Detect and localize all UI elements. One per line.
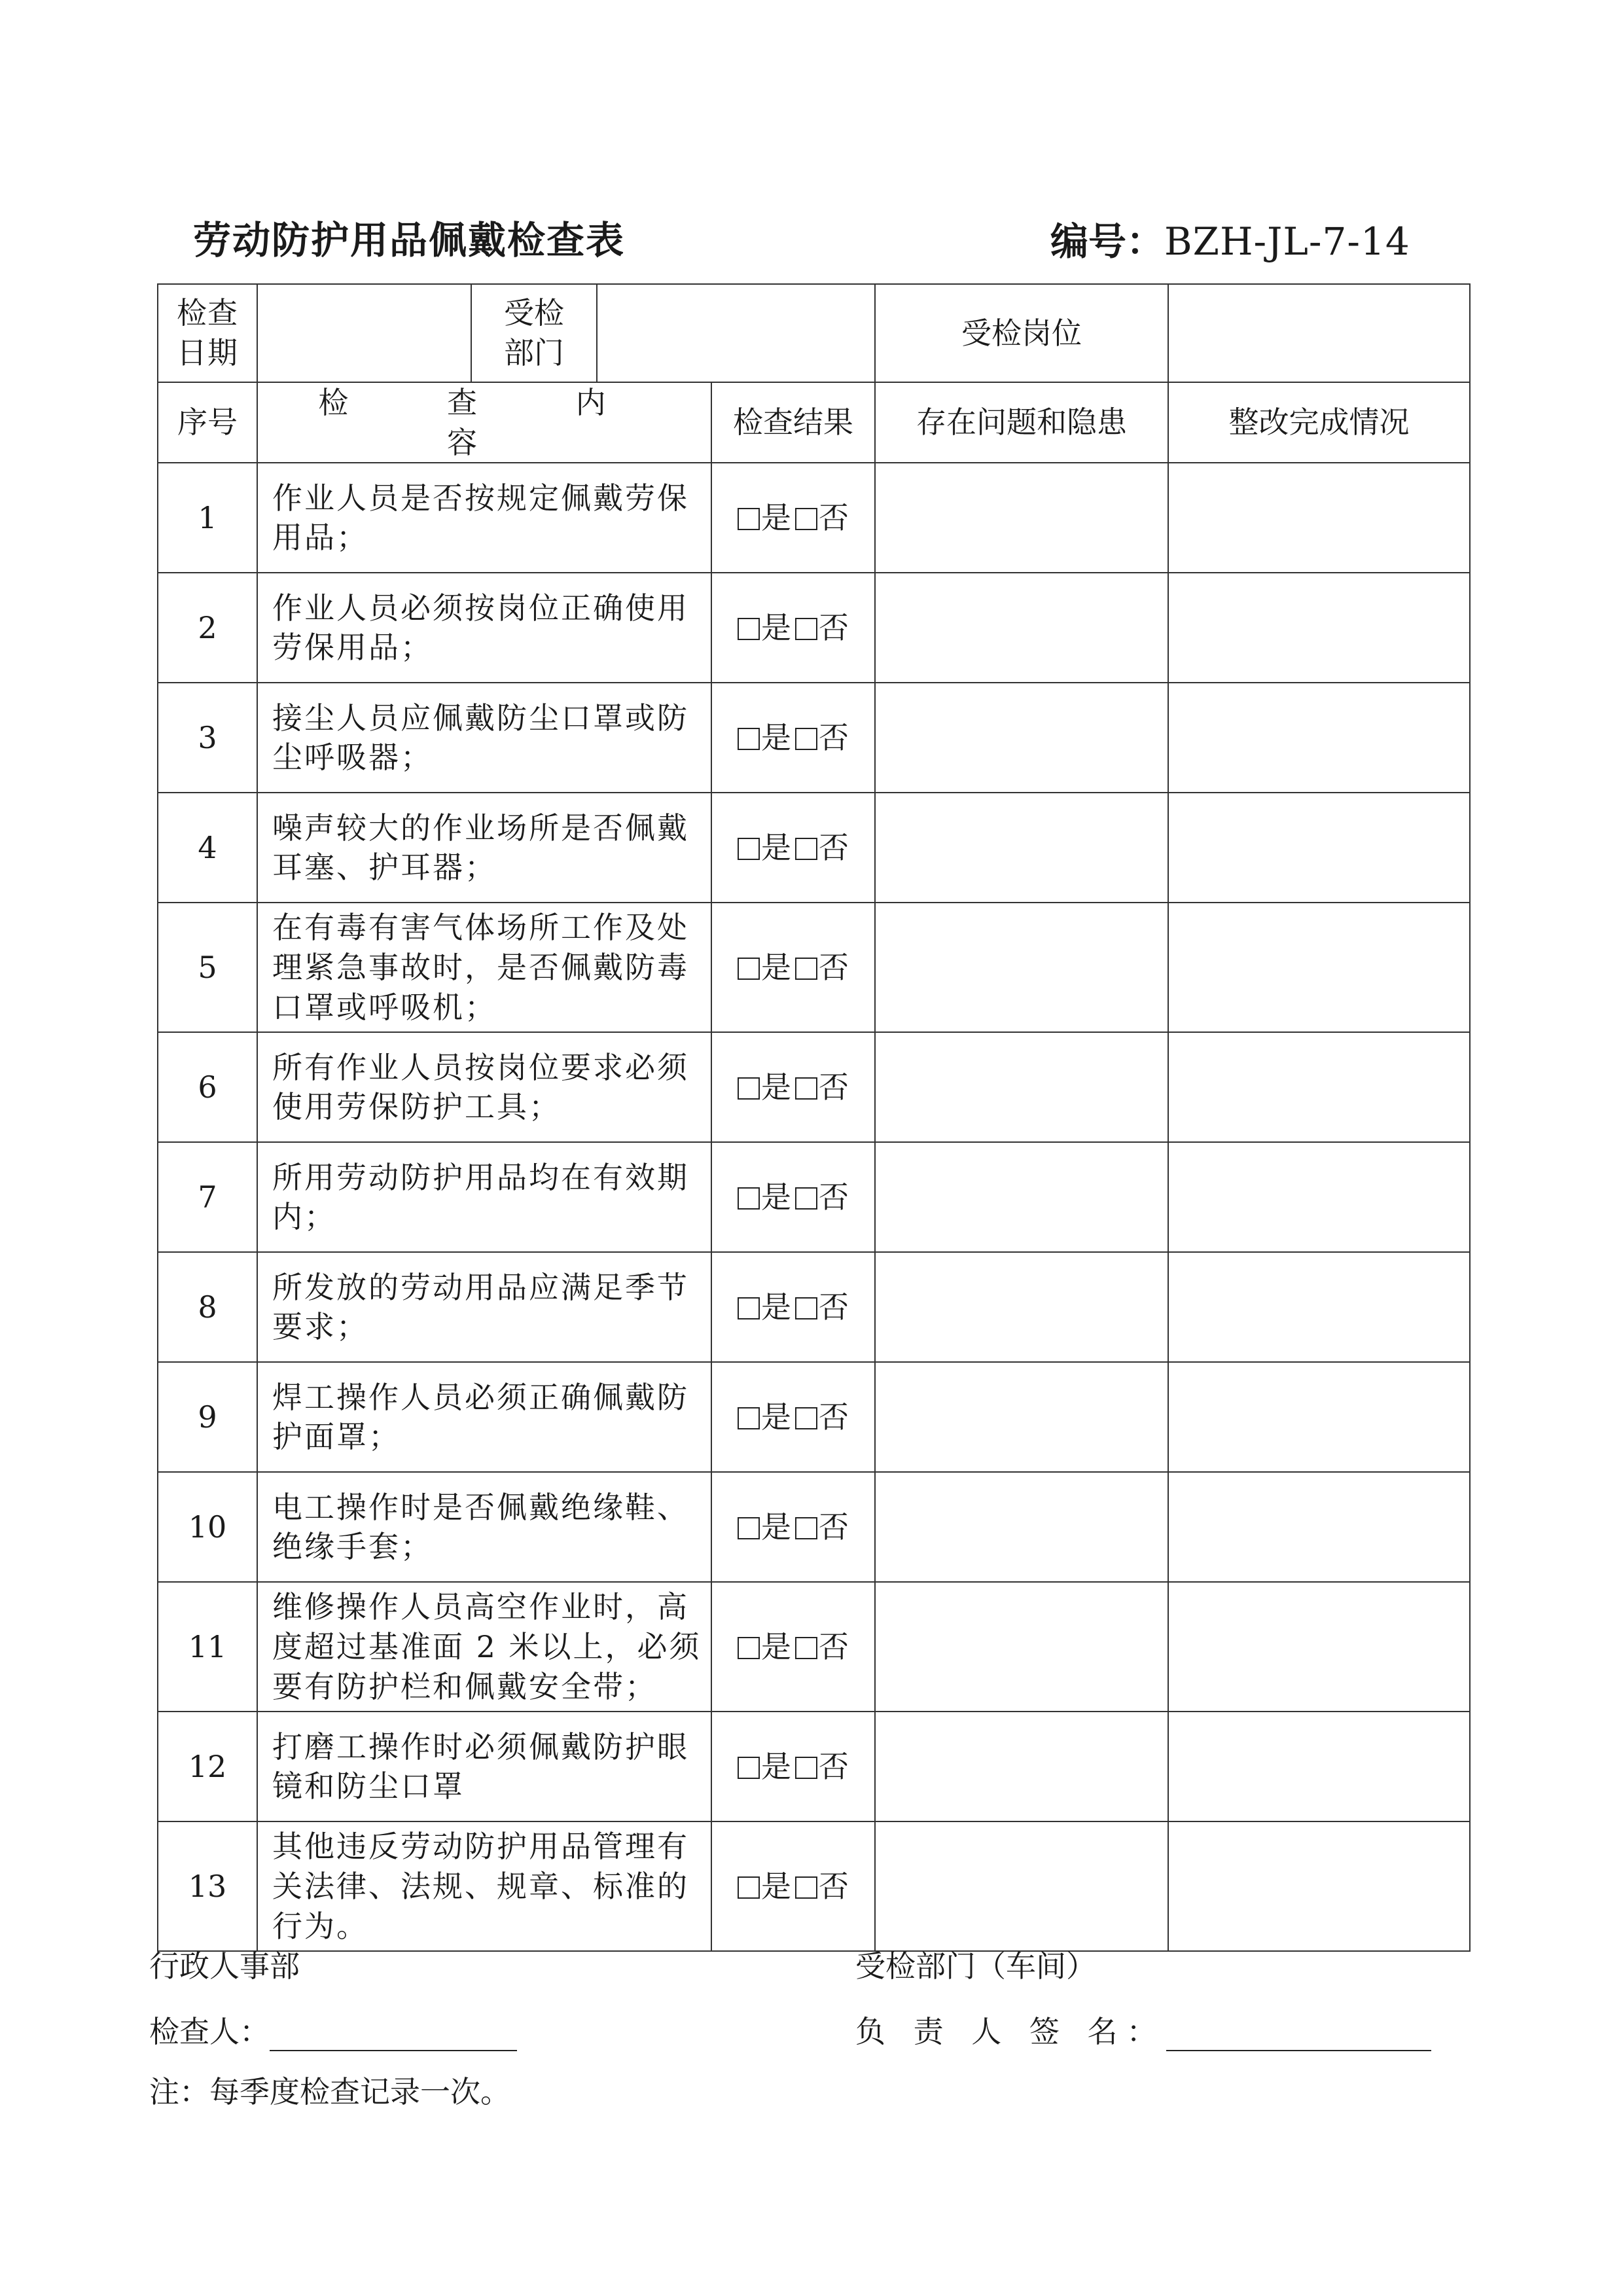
yes-label: 是 [761,610,791,646]
result-options [711,1362,875,1472]
issues-cell[interactable] [875,573,1168,683]
inspected-post-field[interactable] [1168,284,1470,382]
result-options [711,683,875,793]
issues-cell[interactable] [875,793,1168,903]
yes-label: 是 [761,1869,791,1905]
table-row [158,1821,1470,1951]
yes-checkbox[interactable] [738,1757,760,1779]
yes-label: 是 [761,720,791,756]
check-item-text: 其他违反劳动防护用品管理有关法律、法规、规章、标准的行为。 [257,1821,711,1951]
no-checkbox[interactable] [795,1637,817,1659]
no-label: 否 [819,1629,849,1665]
table-row [158,463,1470,573]
yes-label: 是 [761,1629,791,1665]
check-item-text: 噪声较大的作业场所是否佩戴耳塞、护耳器； [257,793,711,903]
no-label: 否 [819,1069,849,1105]
yes-label: 是 [761,1069,791,1105]
col-header-content: 检 查 内 容 [257,382,711,463]
no-checkbox[interactable] [795,1077,817,1100]
result-options [711,1582,875,1712]
rectify-cell[interactable] [1168,1712,1470,1821]
no-checkbox[interactable] [795,1187,817,1210]
inspector-label: 检查人： [149,2014,270,2049]
row-number: 2 [158,573,257,683]
yes-label: 是 [761,500,791,536]
no-label: 否 [819,1179,849,1215]
inspection-table [157,283,1471,1952]
no-label: 否 [819,610,849,646]
no-checkbox[interactable] [795,618,817,640]
issues-cell[interactable] [875,1032,1168,1142]
issues-cell[interactable] [875,683,1168,793]
rectify-cell[interactable] [1168,1821,1470,1951]
col-header-issues: 存在问题和隐患 [875,382,1168,463]
row-number: 6 [158,1032,257,1142]
yes-checkbox[interactable] [738,1297,760,1319]
no-label: 否 [819,830,849,866]
inspected-dept-label: 受检 部门 [472,285,597,382]
row-number: 10 [158,1472,257,1582]
check-item-text: 接尘人员应佩戴防尘口罩或防尘呼吸器； [257,683,711,793]
admin-dept-label: 行政人事部 [149,1948,300,1984]
no-checkbox[interactable] [795,1757,817,1779]
result-options [711,903,875,1032]
yes-label: 是 [761,1179,791,1215]
check-item-text: 电工操作时是否佩戴绝缘鞋、绝缘手套； [257,1472,711,1582]
issues-cell[interactable] [875,903,1168,1032]
issues-cell[interactable] [875,1142,1168,1252]
yes-label: 是 [761,1399,791,1435]
yes-checkbox[interactable] [738,1077,760,1100]
issues-cell[interactable] [875,1362,1168,1472]
result-options [711,793,875,903]
issues-cell[interactable] [875,1712,1168,1821]
check-item-text: 所发放的劳动用品应满足季节要求； [257,1252,711,1362]
column-header-row [158,382,1470,463]
footnote: 注：每季度检查记录一次。 [149,2074,510,2109]
no-label: 否 [819,950,849,986]
yes-checkbox[interactable] [738,1637,760,1659]
check-item-text: 作业人员必须按岗位正确使用劳保用品； [257,573,711,683]
yes-checkbox[interactable] [738,508,760,530]
col-header-rectify: 整改完成情况 [1168,382,1470,463]
document-title: 劳动防护用品佩戴检查表 [193,218,626,262]
issues-cell[interactable] [875,1582,1168,1712]
inspector-signature [149,2008,517,2051]
inspected-post-label: 受检岗位 [875,284,1168,382]
check-item-text: 在有毒有害气体场所工作及处理紧急事故时，是否佩戴防毒口罩或呼吸机； [257,903,711,1032]
rectify-cell[interactable] [1168,683,1470,793]
no-label: 否 [819,1289,849,1325]
result-options [711,1032,875,1142]
no-checkbox[interactable] [795,838,817,860]
rectify-cell[interactable] [1168,463,1470,573]
table-row [158,1582,1470,1712]
result-options [711,1712,875,1821]
row-number: 7 [158,1142,257,1252]
inspected-dept-field[interactable] [597,285,874,382]
row-number: 1 [158,463,257,573]
table-row [158,1362,1470,1472]
result-options [711,1472,875,1582]
code-value: BZH-JL-7-14 [1164,219,1410,264]
no-checkbox[interactable] [795,958,817,980]
inspector-sign-line[interactable] [270,2020,517,2051]
no-checkbox[interactable] [795,1517,817,1539]
code-label: 编号： [1050,219,1165,264]
rectify-cell[interactable] [1168,1472,1470,1582]
manager-sign-line[interactable] [1166,2020,1431,2051]
yes-label: 是 [761,1749,791,1785]
rectify-cell[interactable] [1168,793,1470,903]
no-label: 否 [819,1509,849,1545]
yes-checkbox[interactable] [738,618,760,640]
result-options [711,573,875,683]
col-header-result: 检查结果 [711,382,875,463]
no-label: 否 [819,720,849,756]
check-item-text: 所有作业人员按岗位要求必须使用劳保防护工具； [257,1032,711,1142]
no-checkbox[interactable] [795,508,817,530]
yes-checkbox[interactable] [738,1407,760,1429]
rectify-cell[interactable] [1168,1252,1470,1362]
header-info-row [158,284,1470,382]
table-row [158,1252,1470,1362]
result-options [711,1821,875,1951]
rectify-cell[interactable] [1168,573,1470,683]
rectify-cell[interactable] [1168,1582,1470,1712]
row-number: 12 [158,1712,257,1821]
no-checkbox[interactable] [795,1407,817,1429]
yes-label: 是 [761,1289,791,1325]
check-item-text: 焊工操作人员必须正确佩戴防护面罩； [257,1362,711,1472]
issues-cell[interactable] [875,1472,1168,1582]
result-options [711,463,875,573]
yes-checkbox[interactable] [738,1876,760,1899]
row-number: 9 [158,1362,257,1472]
yes-checkbox[interactable] [738,1517,760,1539]
issues-cell[interactable] [875,463,1168,573]
no-checkbox[interactable] [795,728,817,750]
row-number: 3 [158,683,257,793]
col-header-no: 序号 [158,382,257,463]
table-row [158,1032,1470,1142]
inspected-dept-cell [471,284,875,382]
result-options [711,1252,875,1362]
table-row [158,1472,1470,1582]
no-label: 否 [819,500,849,536]
check-item-text: 打磨工操作时必须佩戴防护眼镜和防尘口罩 [257,1712,711,1821]
row-number: 4 [158,793,257,903]
issues-cell[interactable] [875,1252,1168,1362]
row-number: 8 [158,1252,257,1362]
row-number: 13 [158,1821,257,1951]
check-item-text: 所用劳动防护用品均在有效期内； [257,1142,711,1252]
inspected-dept-workshop-label: 受检部门（车间） [855,1948,1096,1984]
yes-checkbox[interactable] [738,728,760,750]
no-label: 否 [819,1399,849,1435]
table-row [158,1712,1470,1821]
yes-checkbox[interactable] [738,1187,760,1210]
rectify-cell[interactable] [1168,1142,1470,1252]
yes-label: 是 [761,950,791,986]
row-number: 5 [158,903,257,1032]
yes-checkbox[interactable] [738,958,760,980]
document-code [1050,211,1410,266]
rectify-cell[interactable] [1168,903,1470,1032]
table-row [158,1142,1470,1252]
rectify-cell[interactable] [1168,1032,1470,1142]
no-checkbox[interactable] [795,1297,817,1319]
table-row [158,683,1470,793]
no-label: 否 [819,1749,849,1785]
manager-sign-label: 负 责 人 签 名： [855,2014,1166,2049]
no-checkbox[interactable] [795,1876,817,1899]
table-row [158,903,1470,1032]
issues-cell[interactable] [875,1821,1168,1951]
yes-label: 是 [761,830,791,866]
manager-signature [855,2008,1431,2051]
check-date-field[interactable] [257,284,471,382]
yes-label: 是 [761,1509,791,1545]
row-number: 11 [158,1582,257,1712]
check-date-label: 检查 日期 [158,284,257,382]
table-row [158,573,1470,683]
no-label: 否 [819,1869,849,1905]
rectify-cell[interactable] [1168,1362,1470,1472]
result-options [711,1142,875,1252]
yes-checkbox[interactable] [738,838,760,860]
check-item-text: 作业人员是否按规定佩戴劳保用品； [257,463,711,573]
table-row [158,793,1470,903]
check-item-text: 维修操作人员高空作业时，高度超过基准面 2 米以上，必须要有防护栏和佩戴安全带； [257,1582,711,1712]
